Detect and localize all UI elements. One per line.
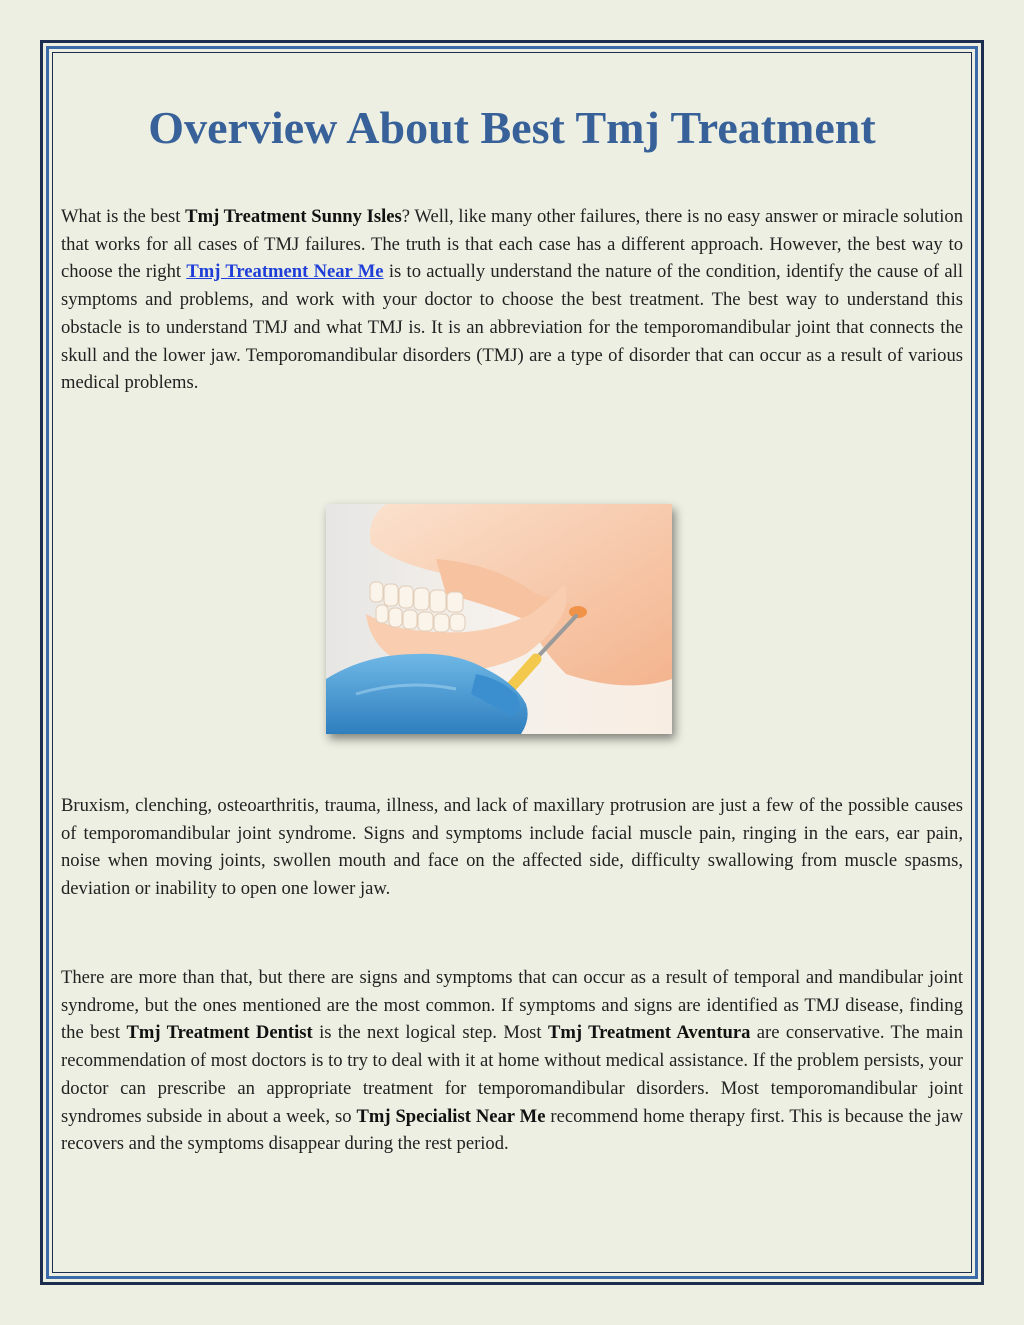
treatment-paragraph [61, 964, 963, 1158]
treatment-text-1: There are more than that, but there are signs and symptoms that can occur as a result of temporal and mandibular joint syndrome, but the ones mentioned are the most common. If symptoms and signs are identified as TMJ disease, finding the best [61, 967, 963, 1044]
skull-jaw-model-photo-icon [326, 504, 672, 734]
treatment-text-2: is the next logical step. Most [312, 1022, 548, 1044]
intro-paragraph [61, 203, 963, 397]
intro-text-1: What is the best [61, 206, 186, 227]
keyword-tmj-treatment-dentist: Tmj Treatment Dentist [126, 1022, 313, 1044]
skull-jaw-model-image [326, 504, 672, 734]
causes-paragraph: Bruxism, clenching, osteoarthritis, trauma, illness, and lack of maxillary protrusion are just a few of the possible causes of temporomandibular joint syndrome. Signs and symptoms include facial muscle pain, ringing in the ears, ear pain, noise when moving joints, swollen mouth and face on the affected side, difficulty swallowing from muscle spasms, deviation or inability to open one lower jaw. [61, 795, 963, 900]
intro-text-3: is to actually understand the nature of the condition, identify the cause of all symptoms and problems, and work with your doctor to choose the best treatment. The best way to understand this obstacle is to understand TMJ and what TMJ is. It is an abbreviation for the temporomandibular joint that connects the skull and the lower jaw. Temporomandibular disorders (TMJ) are a type of disorder that can occur as a result of various medical problems. [61, 261, 963, 394]
keyword-tmj-treatment-aventura: Tmj Treatment Aventura [547, 1022, 751, 1044]
link-tmj-treatment-near-me[interactable]: Tmj Treatment Near Me [186, 261, 384, 283]
treatment-text-4: recommend home therapy first. This is because the jaw recovers and the symptoms disappear during the rest period. [61, 1105, 963, 1155]
keyword-tmj-specialist-near-me: Tmj Specialist Near Me [356, 1105, 546, 1127]
keyword-sunny-isles: Tmj Treatment Sunny Isles [185, 206, 402, 227]
treatment-text-3: are conservative. The main recommendation of most doctors is to try to deal with it at home without medical assistance. If the problem persists, your doctor can prescribe an appropriate treatment for temporomandibular disorders. Most temporomandibular joint syndromes subside in about a week, so [61, 1022, 963, 1127]
intro-text-2: ? Well, like many other failures, there is no easy answer or miracle solution that works for all cases of TMJ failures. The truth is that each case has a different approach. However, the best way to choose the right [61, 206, 963, 283]
page-title: Overview About Best Tmj Treatment [148, 102, 876, 153]
